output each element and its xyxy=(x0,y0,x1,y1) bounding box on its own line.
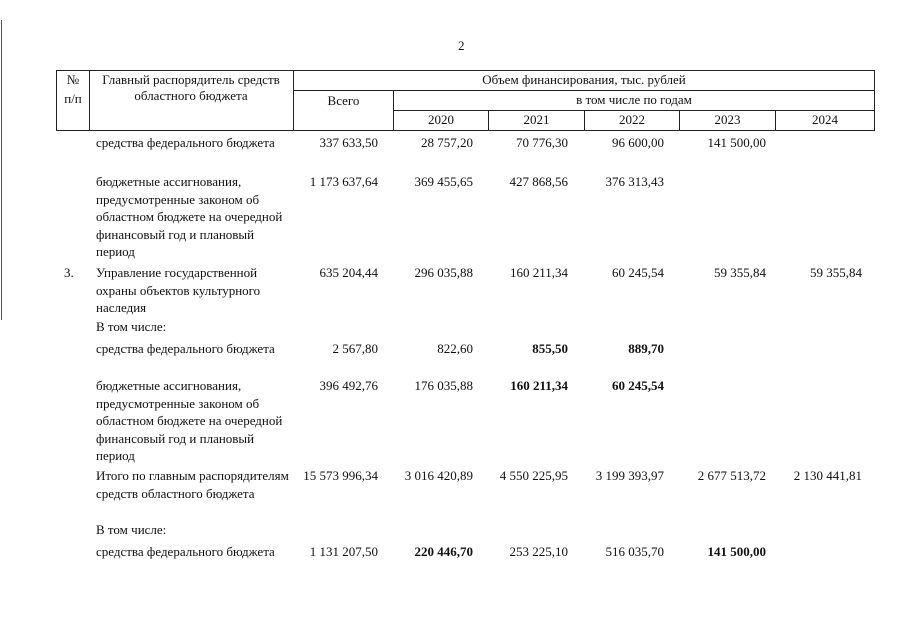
row-name: Итого по главным распорядителям средств областного бюджета xyxy=(96,468,289,501)
row-value-2021: 253 225,10 xyxy=(509,544,568,559)
row-value-2021: 160 211,34 xyxy=(509,265,568,280)
row-value-2021: 855,50 xyxy=(532,341,568,356)
row-value-2022: 376 313,43 xyxy=(605,174,664,189)
header-year-2023: 2023 xyxy=(714,112,741,127)
row-value-2022: 516 035,70 xyxy=(605,544,664,559)
row-value-2021: 427 868,56 xyxy=(509,174,568,189)
header-manager-label: Главный распорядитель средств областного бюджета xyxy=(102,72,280,103)
scan-edge-line xyxy=(1,20,2,320)
row-value-2022: 889,70 xyxy=(628,341,664,356)
row-value-2022: 3 199 393,97 xyxy=(595,468,664,483)
row-value-2023: 141 500,00 xyxy=(707,135,766,150)
header-by-years-label: в том числе по годам xyxy=(576,92,692,107)
row-name: бюджетные ассигнования, предусмотренные законом об областном бюджете на очередной финансовый год и плановый период xyxy=(96,174,283,259)
row-value-2024: 59 355,84 xyxy=(810,265,862,280)
row-value-2022: 96 600,00 xyxy=(612,135,664,150)
row-value-2023: 141 500,00 xyxy=(707,544,766,559)
row-value-2020: 296 035,88 xyxy=(414,265,473,280)
row-value-2021: 4 550 225,95 xyxy=(499,468,568,483)
header-year-2020: 2020 xyxy=(428,112,454,127)
row-name: средства федерального бюджета xyxy=(96,341,275,356)
row-value-2022: 60 245,54 xyxy=(612,378,664,393)
row-total: 15 573 996,34 xyxy=(303,468,378,483)
row-value-2020: 176 035,88 xyxy=(414,378,473,393)
row-name: средства федерального бюджета xyxy=(96,544,275,559)
row-name: бюджетные ассигнования, предусмотренные законом об областном бюджете на очередной финансовый год и плановый период xyxy=(96,378,283,463)
row-value-2021: 160 211,34 xyxy=(510,378,568,393)
row-name: В том числе: xyxy=(96,319,167,334)
row-name: средства федерального бюджета xyxy=(96,135,275,150)
row-value-2021: 70 776,30 xyxy=(516,135,568,150)
row-number: 3. xyxy=(64,265,74,280)
page-number: 2 xyxy=(458,38,465,53)
header-total-label: Всего xyxy=(327,93,360,108)
row-total: 1 173 637,64 xyxy=(309,174,378,189)
row-value-2020: 3 016 420,89 xyxy=(404,468,473,483)
row-value-2024: 2 130 441,81 xyxy=(793,468,862,483)
header-year-2024: 2024 xyxy=(812,112,838,127)
row-value-2020: 220 446,70 xyxy=(414,544,473,559)
row-total: 396 492,76 xyxy=(319,378,378,393)
row-value-2022: 60 245,54 xyxy=(612,265,664,280)
row-value-2020: 28 757,20 xyxy=(421,135,473,150)
row-value-2023: 2 677 513,72 xyxy=(697,468,766,483)
row-total: 2 567,80 xyxy=(332,341,378,356)
row-value-2020: 369 455,65 xyxy=(414,174,473,189)
header-year-2022: 2022 xyxy=(619,112,645,127)
header-volume-label: Объем финансирования, тыс. рублей xyxy=(482,72,686,87)
row-total: 635 204,44 xyxy=(319,265,378,280)
row-total: 1 131 207,50 xyxy=(309,544,378,559)
row-value-2023: 59 355,84 xyxy=(714,265,766,280)
row-name: В том числе: xyxy=(96,522,167,537)
row-name: Управление государственной охраны объектов культурного наследия xyxy=(96,265,261,315)
row-total: 337 633,50 xyxy=(319,135,378,150)
row-value-2020: 822,60 xyxy=(437,341,473,356)
header-year-2021: 2021 xyxy=(523,112,550,127)
header-num-label: № xyxy=(66,72,80,87)
header-num-sub-label: п/п xyxy=(64,91,82,106)
